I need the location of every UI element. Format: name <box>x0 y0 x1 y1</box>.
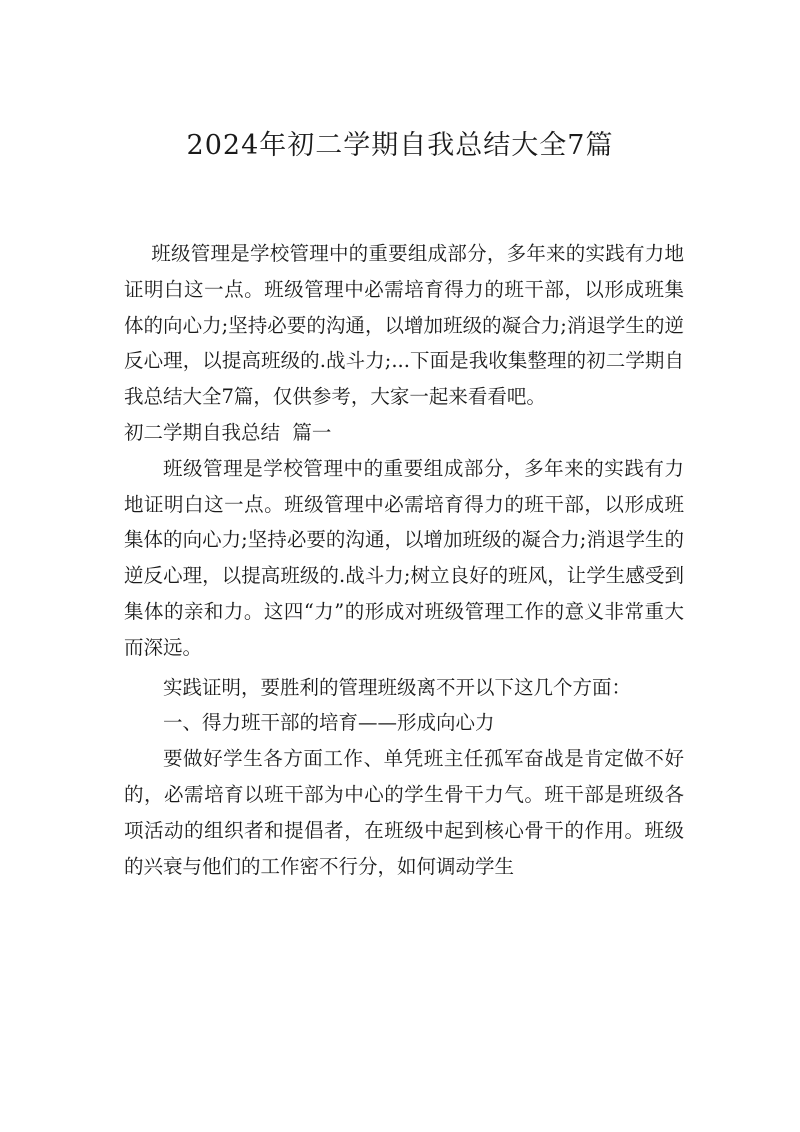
body-paragraph: 要做好学生各方面工作、单凭班主任孤军奋战是肯定做不好的，必需培育以班干部为中心的学生骨干力气。班干部是班级各项活动的组织者和提倡者，在班级中起到核心骨干的作用。班级的兴衰与他们的工作密不行分，如何调动学生 <box>124 747 684 878</box>
subsection-heading: 一、得力班干部的培育——形成向心力 <box>163 711 495 735</box>
body-paragraph: 班级管理是学校管理中的重要组成部分，多年来的实践有力地证明白这一点。班级管理中必需培育得力的班干部，以形成班集体的向心力;坚持必要的沟通，以增加班级的凝合力;消退学生的逆反心理，以提高班级的.战斗力;树立良好的班风，让学生感受到集体的亲和力。这四“力”的形成对班级管理工作的意义非常重大而深远。 <box>124 456 684 659</box>
document-body <box>124 236 684 884</box>
intro-paragraph: 班级管理是学校管理中的重要组成部分，多年来的实践有力地证明白这一点。班级管理中必需培育得力的班干部，以形成班集体的向心力;坚持必要的沟通，以增加班级的凝合力;消退学生的逆反心理，以提高班级的.战斗力;...下面是我收集整理的初二学期自我总结大全7篇，仅供参考，大家一起来看看吧。 <box>124 242 684 409</box>
body-paragraph: 实践证明，要胜利的管理班级离不开以下这几个方面： <box>163 675 632 699</box>
section-heading: 初二学期自我总结 篇一 <box>124 420 332 444</box>
document-title: 2024年初二学期自我总结大全7篇 <box>186 130 614 161</box>
